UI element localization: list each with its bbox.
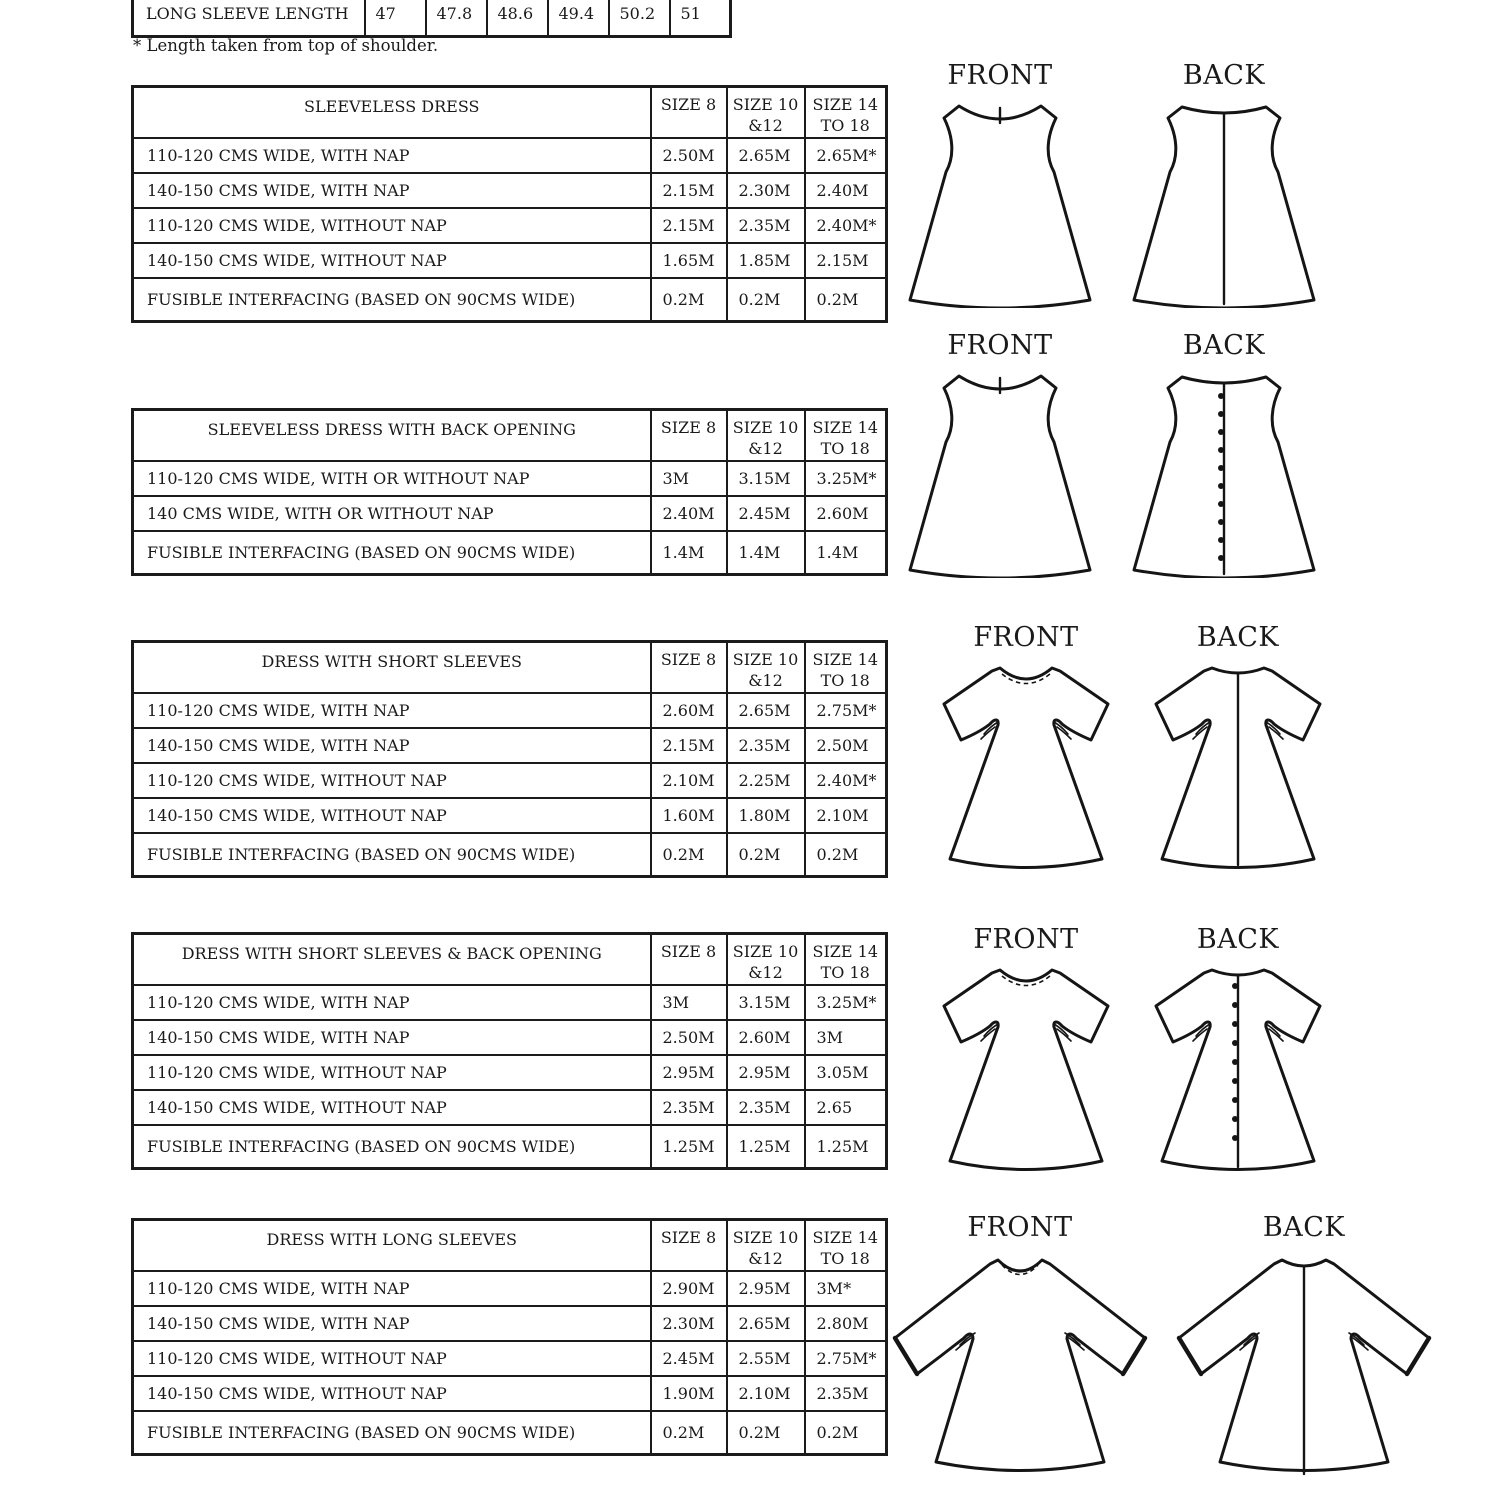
button-dot [1218,465,1224,471]
fabric-quantity: 2.65 [805,1090,887,1125]
fabric-quantity: 3.25M* [805,985,887,1020]
dress-illustration-group [880,622,1480,882]
fabric-quantity: 2.10M [727,1376,805,1411]
table-row [133,693,887,728]
fabric-quantity: 2.30M [651,1306,727,1341]
fabric-quantity: 3.05M [805,1055,887,1090]
fabric-quantity: 2.60M [651,693,727,728]
fabric-row-label: 140 CMS WIDE, WITH OR WITHOUT NAP [133,496,651,531]
table-row [133,531,887,575]
fabric-quantity: 1.65M [651,243,727,278]
measurement-value: 47 [365,0,426,37]
fabric-quantity: 0.2M [727,278,805,322]
fabric-requirements-table [131,932,888,1170]
button-dot [1218,393,1224,399]
fabric-quantity: 1.25M [805,1125,887,1169]
table-row [133,763,887,798]
sleeveless-dress-back-icon [1128,98,1320,308]
fabric-quantity: 2.25M [727,763,805,798]
short-sleeve-dress-front-icon [936,660,1116,872]
fabric-quantity: 0.2M [651,1411,727,1455]
fabric-quantity: 2.95M [727,1055,805,1090]
fabric-row-label: 110-120 CMS WIDE, WITHOUT NAP [133,208,651,243]
table-row [133,1125,887,1169]
fabric-quantity: 0.2M [805,1411,887,1455]
short-sleeve-dress-back-icon [1148,660,1328,872]
measurement-row [133,0,731,37]
table-row [133,208,887,243]
fabric-quantity: 2.40M* [805,763,887,798]
front-view-figure [886,1212,1154,1478]
sleeveless-dress-back-buttoned-icon [1128,368,1320,578]
fabric-quantity: 2.35M [727,1090,805,1125]
sleeveless-dress-front-icon [904,368,1096,578]
fabric-requirements-table [131,640,888,878]
fabric-row-label: 110-120 CMS WIDE, WITHOUT NAP [133,1055,651,1090]
fabric-quantity: 2.75M* [805,1341,887,1376]
fabric-quantity: 1.4M [805,531,887,575]
fabric-quantity: 2.15M [651,173,727,208]
fabric-quantity: 2.55M [727,1341,805,1376]
button-dot [1232,1021,1238,1027]
table-row [133,461,887,496]
table-row [133,1341,887,1376]
button-dot [1218,411,1224,417]
button-dot [1218,519,1224,525]
fabric-quantity: 1.60M [651,798,727,833]
fabric-quantity: 1.90M [651,1376,727,1411]
fabric-row-label: 110-120 CMS WIDE, WITH NAP [133,985,651,1020]
table-header-row [133,87,887,138]
table-row [133,985,887,1020]
measurement-value: 51 [670,0,731,37]
fabric-quantity: 0.2M [727,833,805,877]
back-label: BACK [1262,1212,1346,1243]
fabric-quantity: 1.25M [727,1125,805,1169]
fabric-row-label: 140-150 CMS WIDE, WITHOUT NAP [133,1376,651,1411]
fabric-row-label: 140-150 CMS WIDE, WITH NAP [133,173,651,208]
fabric-quantity: 2.50M [651,1020,727,1055]
fabric-quantity: 2.35M [805,1376,887,1411]
back-view-figure [1148,622,1328,872]
size-column-header: SIZE 10 &12 [727,642,805,693]
button-dot [1232,1002,1238,1008]
long-sleeve-dress-back-icon [1170,1250,1438,1478]
table-row [133,243,887,278]
measurement-value: 48.6 [487,0,548,37]
fabric-quantity: 2.65M* [805,138,887,173]
size-column-header: SIZE 10 &12 [727,1220,805,1271]
button-dot [1232,1078,1238,1084]
fabric-row-label: FUSIBLE INTERFACING (BASED ON 90CMS WIDE) [133,833,651,877]
fabric-quantity: 0.2M [727,1411,805,1455]
button-dot [1218,501,1224,507]
button-dot [1232,1059,1238,1065]
long-sleeve-length-table [131,0,732,38]
measurement-row-label: LONG SLEEVE LENGTH [133,0,365,37]
fabric-row-label: FUSIBLE INTERFACING (BASED ON 90CMS WIDE) [133,531,651,575]
size-column-header: SIZE 14 TO 18 [805,642,887,693]
front-view-figure [936,622,1116,872]
table-row [133,138,887,173]
dress-illustration-group [880,1212,1480,1472]
fabric-quantity: 2.15M [805,243,887,278]
fabric-quantity: 2.35M [651,1090,727,1125]
fabric-quantity: 3M [651,461,727,496]
button-dot [1218,447,1224,453]
fabric-quantity: 2.95M [651,1055,727,1090]
table-header-row [133,1220,887,1271]
fabric-requirements-table [131,408,888,576]
table-title: SLEEVELESS DRESS WITH BACK OPENING [133,410,651,461]
fabric-row-label: 110-120 CMS WIDE, WITH NAP [133,1271,651,1306]
back-view-figure [1128,330,1320,578]
fabric-quantity: 1.85M [727,243,805,278]
table-row [133,1020,887,1055]
dress-illustration-group [880,330,1480,590]
shoulder-length-footnote: * Length taken from top of shoulder. [133,36,439,55]
button-dot [1232,1097,1238,1103]
fabric-requirements-table [131,1218,888,1456]
fabric-quantity: 2.95M [727,1271,805,1306]
measurement-value: 50.2 [609,0,670,37]
size-column-header: SIZE 14 TO 18 [805,410,887,461]
measurement-value: 47.8 [426,0,487,37]
fabric-quantity: 3M [651,985,727,1020]
fabric-quantity: 2.40M [651,496,727,531]
fabric-row-label: 110-120 CMS WIDE, WITHOUT NAP [133,1341,651,1376]
table-row [133,1411,887,1455]
fabric-quantity: 2.50M [651,138,727,173]
table-row [133,1376,887,1411]
table-row [133,728,887,763]
table-header-row [133,410,887,461]
button-dot [1218,483,1224,489]
front-view-figure [904,60,1096,308]
fabric-quantity: 2.10M [805,798,887,833]
back-view-figure [1148,924,1328,1174]
fabric-quantity: 2.60M [805,496,887,531]
fabric-row-label: 110-120 CMS WIDE, WITH NAP [133,138,651,173]
front-label: FRONT [973,622,1079,653]
fabric-quantity: 0.2M [651,833,727,877]
fabric-quantity: 2.30M [727,173,805,208]
table-row [133,173,887,208]
size-column-header: SIZE 8 [651,1220,727,1271]
fabric-quantity: 2.65M [727,1306,805,1341]
table-row [133,798,887,833]
front-label: FRONT [947,60,1053,91]
fabric-quantity: 2.65M [727,138,805,173]
fabric-quantity: 2.15M [651,208,727,243]
fabric-quantity: 3M [805,1020,887,1055]
measurement-value: 49.4 [548,0,609,37]
back-label: BACK [1196,622,1280,653]
fabric-quantity: 1.4M [651,531,727,575]
fabric-quantity: 2.45M [651,1341,727,1376]
fabric-quantity: 2.75M* [805,693,887,728]
fabric-quantity: 2.15M [651,728,727,763]
table-row [133,1271,887,1306]
button-dot [1232,1135,1238,1141]
fabric-row-label: 140-150 CMS WIDE, WITH NAP [133,1020,651,1055]
size-column-header: SIZE 10 &12 [727,87,805,138]
button-dot [1218,537,1224,543]
back-view-figure [1170,1212,1438,1478]
fabric-quantity: 3.25M* [805,461,887,496]
table-row [133,496,887,531]
button-dot [1218,429,1224,435]
front-label: FRONT [973,924,1079,955]
fabric-quantity: 2.40M* [805,208,887,243]
fabric-row-label: 110-120 CMS WIDE, WITH OR WITHOUT NAP [133,461,651,496]
back-view-figure [1128,60,1320,308]
table-row [133,1055,887,1090]
table-title: DRESS WITH SHORT SLEEVES [133,642,651,693]
back-label: BACK [1182,330,1266,361]
button-dot [1232,1040,1238,1046]
size-column-header: SIZE 8 [651,934,727,985]
short-sleeve-dress-back-buttoned-icon [1148,962,1328,1174]
size-column-header: SIZE 10 &12 [727,934,805,985]
fabric-quantity: 2.80M [805,1306,887,1341]
front-view-figure [936,924,1116,1174]
table-header-row [133,934,887,985]
fabric-row-label: 140-150 CMS WIDE, WITHOUT NAP [133,243,651,278]
fabric-quantity: 1.4M [727,531,805,575]
fabric-quantity: 0.2M [805,278,887,322]
fabric-quantity: 3.15M [727,985,805,1020]
fabric-quantity: 2.90M [651,1271,727,1306]
fabric-row-label: 140-150 CMS WIDE, WITH NAP [133,1306,651,1341]
button-dot [1232,983,1238,989]
size-column-header: SIZE 8 [651,410,727,461]
size-column-header: SIZE 14 TO 18 [805,1220,887,1271]
front-label: FRONT [947,330,1053,361]
fabric-row-label: FUSIBLE INTERFACING (BASED ON 90CMS WIDE) [133,1411,651,1455]
table-title: SLEEVELESS DRESS [133,87,651,138]
size-column-header: SIZE 14 TO 18 [805,87,887,138]
long-sleeve-dress-front-icon [886,1250,1154,1478]
fabric-quantity: 2.40M [805,173,887,208]
table-row [133,278,887,322]
sleeveless-dress-front-icon [904,98,1096,308]
fabric-quantity: 2.60M [727,1020,805,1055]
fabric-row-label: 140-150 CMS WIDE, WITHOUT NAP [133,1090,651,1125]
table-row [133,1306,887,1341]
fabric-row-label: FUSIBLE INTERFACING (BASED ON 90CMS WIDE) [133,278,651,322]
fabric-quantity: 2.10M [651,763,727,798]
table-title: DRESS WITH LONG SLEEVES [133,1220,651,1271]
fabric-quantity: 1.80M [727,798,805,833]
size-column-header: SIZE 8 [651,642,727,693]
fabric-row-label: 140-150 CMS WIDE, WITH NAP [133,728,651,763]
fabric-quantity: 2.35M [727,728,805,763]
dress-illustration-group [880,924,1480,1184]
fabric-quantity: 2.50M [805,728,887,763]
size-column-header: SIZE 8 [651,87,727,138]
dress-illustration-group [880,60,1480,320]
short-sleeve-dress-front-icon [936,962,1116,1174]
back-label: BACK [1196,924,1280,955]
fabric-quantity: 2.35M [727,208,805,243]
button-dot [1232,1116,1238,1122]
back-label: BACK [1182,60,1266,91]
fabric-quantity: 2.65M [727,693,805,728]
fabric-row-label: 110-120 CMS WIDE, WITH NAP [133,693,651,728]
fabric-quantity: 0.2M [651,278,727,322]
fabric-row-label: 110-120 CMS WIDE, WITHOUT NAP [133,763,651,798]
front-label: FRONT [967,1212,1073,1243]
fabric-quantity: 2.45M [727,496,805,531]
button-dot [1218,555,1224,561]
front-view-figure [904,330,1096,578]
fabric-row-label: FUSIBLE INTERFACING (BASED ON 90CMS WIDE) [133,1125,651,1169]
table-header-row [133,642,887,693]
table-title: DRESS WITH SHORT SLEEVES & BACK OPENING [133,934,651,985]
fabric-quantity: 3.15M [727,461,805,496]
fabric-row-label: 140-150 CMS WIDE, WITHOUT NAP [133,798,651,833]
table-row [133,1090,887,1125]
table-row [133,833,887,877]
size-column-header: SIZE 10 &12 [727,410,805,461]
fabric-quantity: 3M* [805,1271,887,1306]
fabric-requirements-table [131,85,888,323]
fabric-quantity: 0.2M [805,833,887,877]
size-column-header: SIZE 14 TO 18 [805,934,887,985]
fabric-quantity: 1.25M [651,1125,727,1169]
